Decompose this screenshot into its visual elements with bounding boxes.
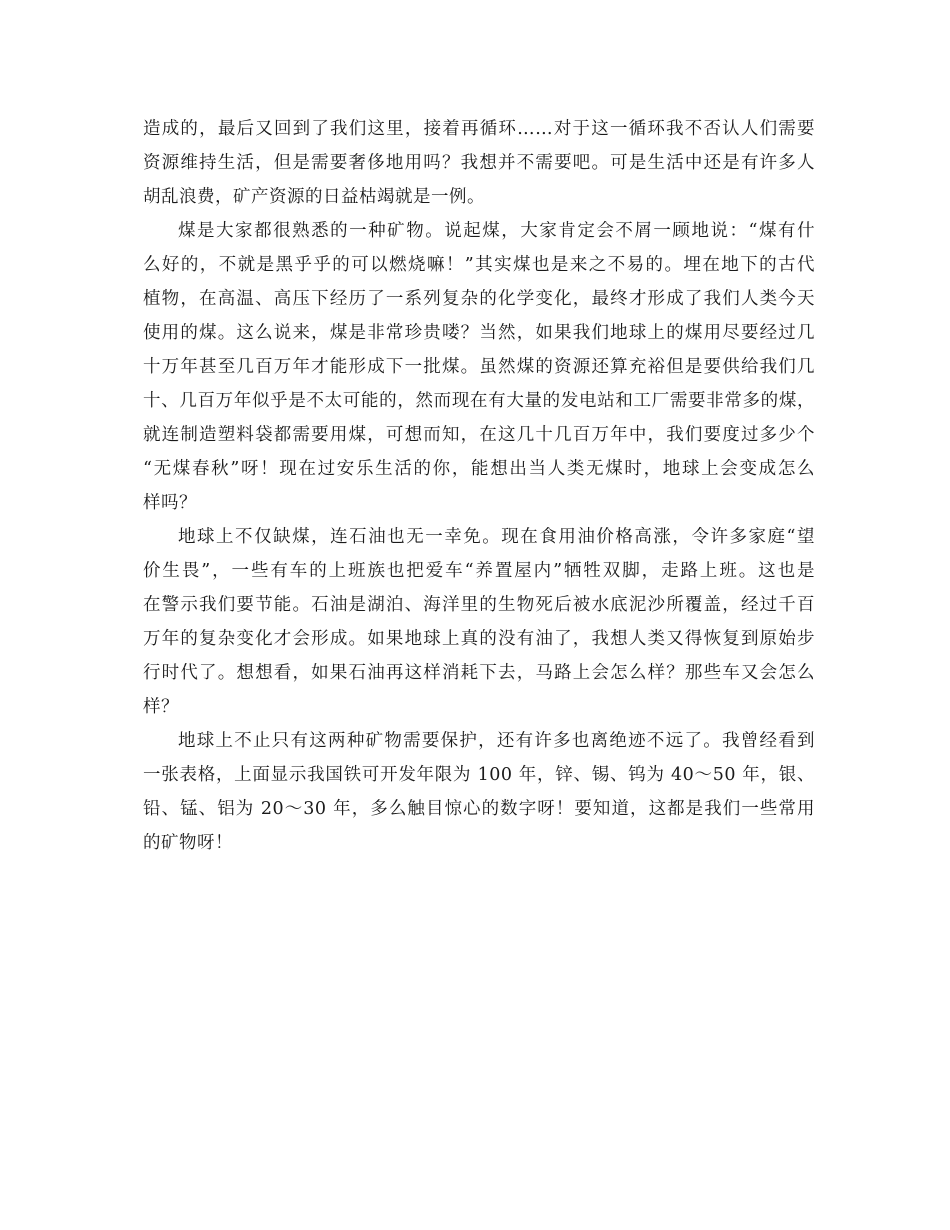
text-line: 十、几百万年似乎是不太可能的，然而现在有大量的发电站和工厂需要非常多的煤， (143, 391, 815, 411)
text-line: 煤是大家都很熟悉的一种矿物。说起煤，大家肯定会不屑一顾地说：“煤有什 (178, 221, 815, 241)
text-line: 造成的，最后又回到了我们这里，接着再循环……对于这一循环我不否认人们需要 (143, 119, 815, 139)
text-line: 十万年甚至几百万年才能形成下一批煤。虽然煤的资源还算充裕但是要供给我们几 (143, 357, 815, 377)
text-line: 地球上不止只有这两种矿物需要保护，还有许多也离绝迹不远了。我曾经看到 (178, 731, 815, 751)
text-line: 地球上不仅缺煤，连石油也无一幸免。现在食用油价格高涨，令许多家庭“望 (178, 527, 815, 547)
text-line: 万年的复杂变化才会形成。如果地球上真的没有油了，我想人类又得恢复到原始步 (143, 629, 815, 649)
text-line: 使用的煤。这么说来，煤是非常珍贵喽？当然，如果我们地球上的煤用尽要经过几 (143, 323, 815, 343)
text-line: 资源维持生活，但是需要奢侈地用吗？我想并不需要吧。可是生活中还是有许多人 (143, 153, 815, 173)
text-line: 价生畏”，一些有车的上班族也把爱车“养置屋内”牺牲双脚，走路上班。这也是 (143, 561, 815, 581)
text-line: 行时代了。想想看，如果石油再这样消耗下去，马路上会怎么样？那些车又会怎么 (143, 663, 815, 683)
text-line: 铅、锰、铝为 20～30 年，多么触目惊心的数字呀！要知道，这都是我们一些常用 (143, 799, 815, 819)
text-line: 的矿物呀！ (143, 833, 233, 853)
text-line: 么好的，不就是黑乎乎的可以燃烧嘛！”其实煤也是来之不易的。埋在地下的古代 (143, 255, 815, 275)
text-line: 胡乱浪费，矿产资源的日益枯竭就是一例。 (143, 187, 485, 207)
body-text (143, 112, 815, 860)
text-line: 一张表格，上面显示我国铁可开发年限为 100 年，锌、锡、钨为 40～50 年，银、 (143, 765, 815, 785)
text-line: “无煤春秋”呀！现在过安乐生活的你，能想出当人类无煤时，地球上会变成怎么 (143, 459, 815, 479)
text-line: 在警示我们要节能。石油是湖泊、海洋里的生物死后被水底泥沙所覆盖，经过千百 (143, 595, 815, 615)
text-line: 样？ (143, 697, 179, 717)
text-line: 样吗？ (143, 493, 197, 513)
text-line: 就连制造塑料袋都需要用煤，可想而知，在这几十几百万年中，我们要度过多少个 (143, 425, 815, 445)
text-line: 植物，在高温、高压下经历了一系列复杂的化学变化，最终才形成了我们人类今天 (143, 289, 815, 309)
